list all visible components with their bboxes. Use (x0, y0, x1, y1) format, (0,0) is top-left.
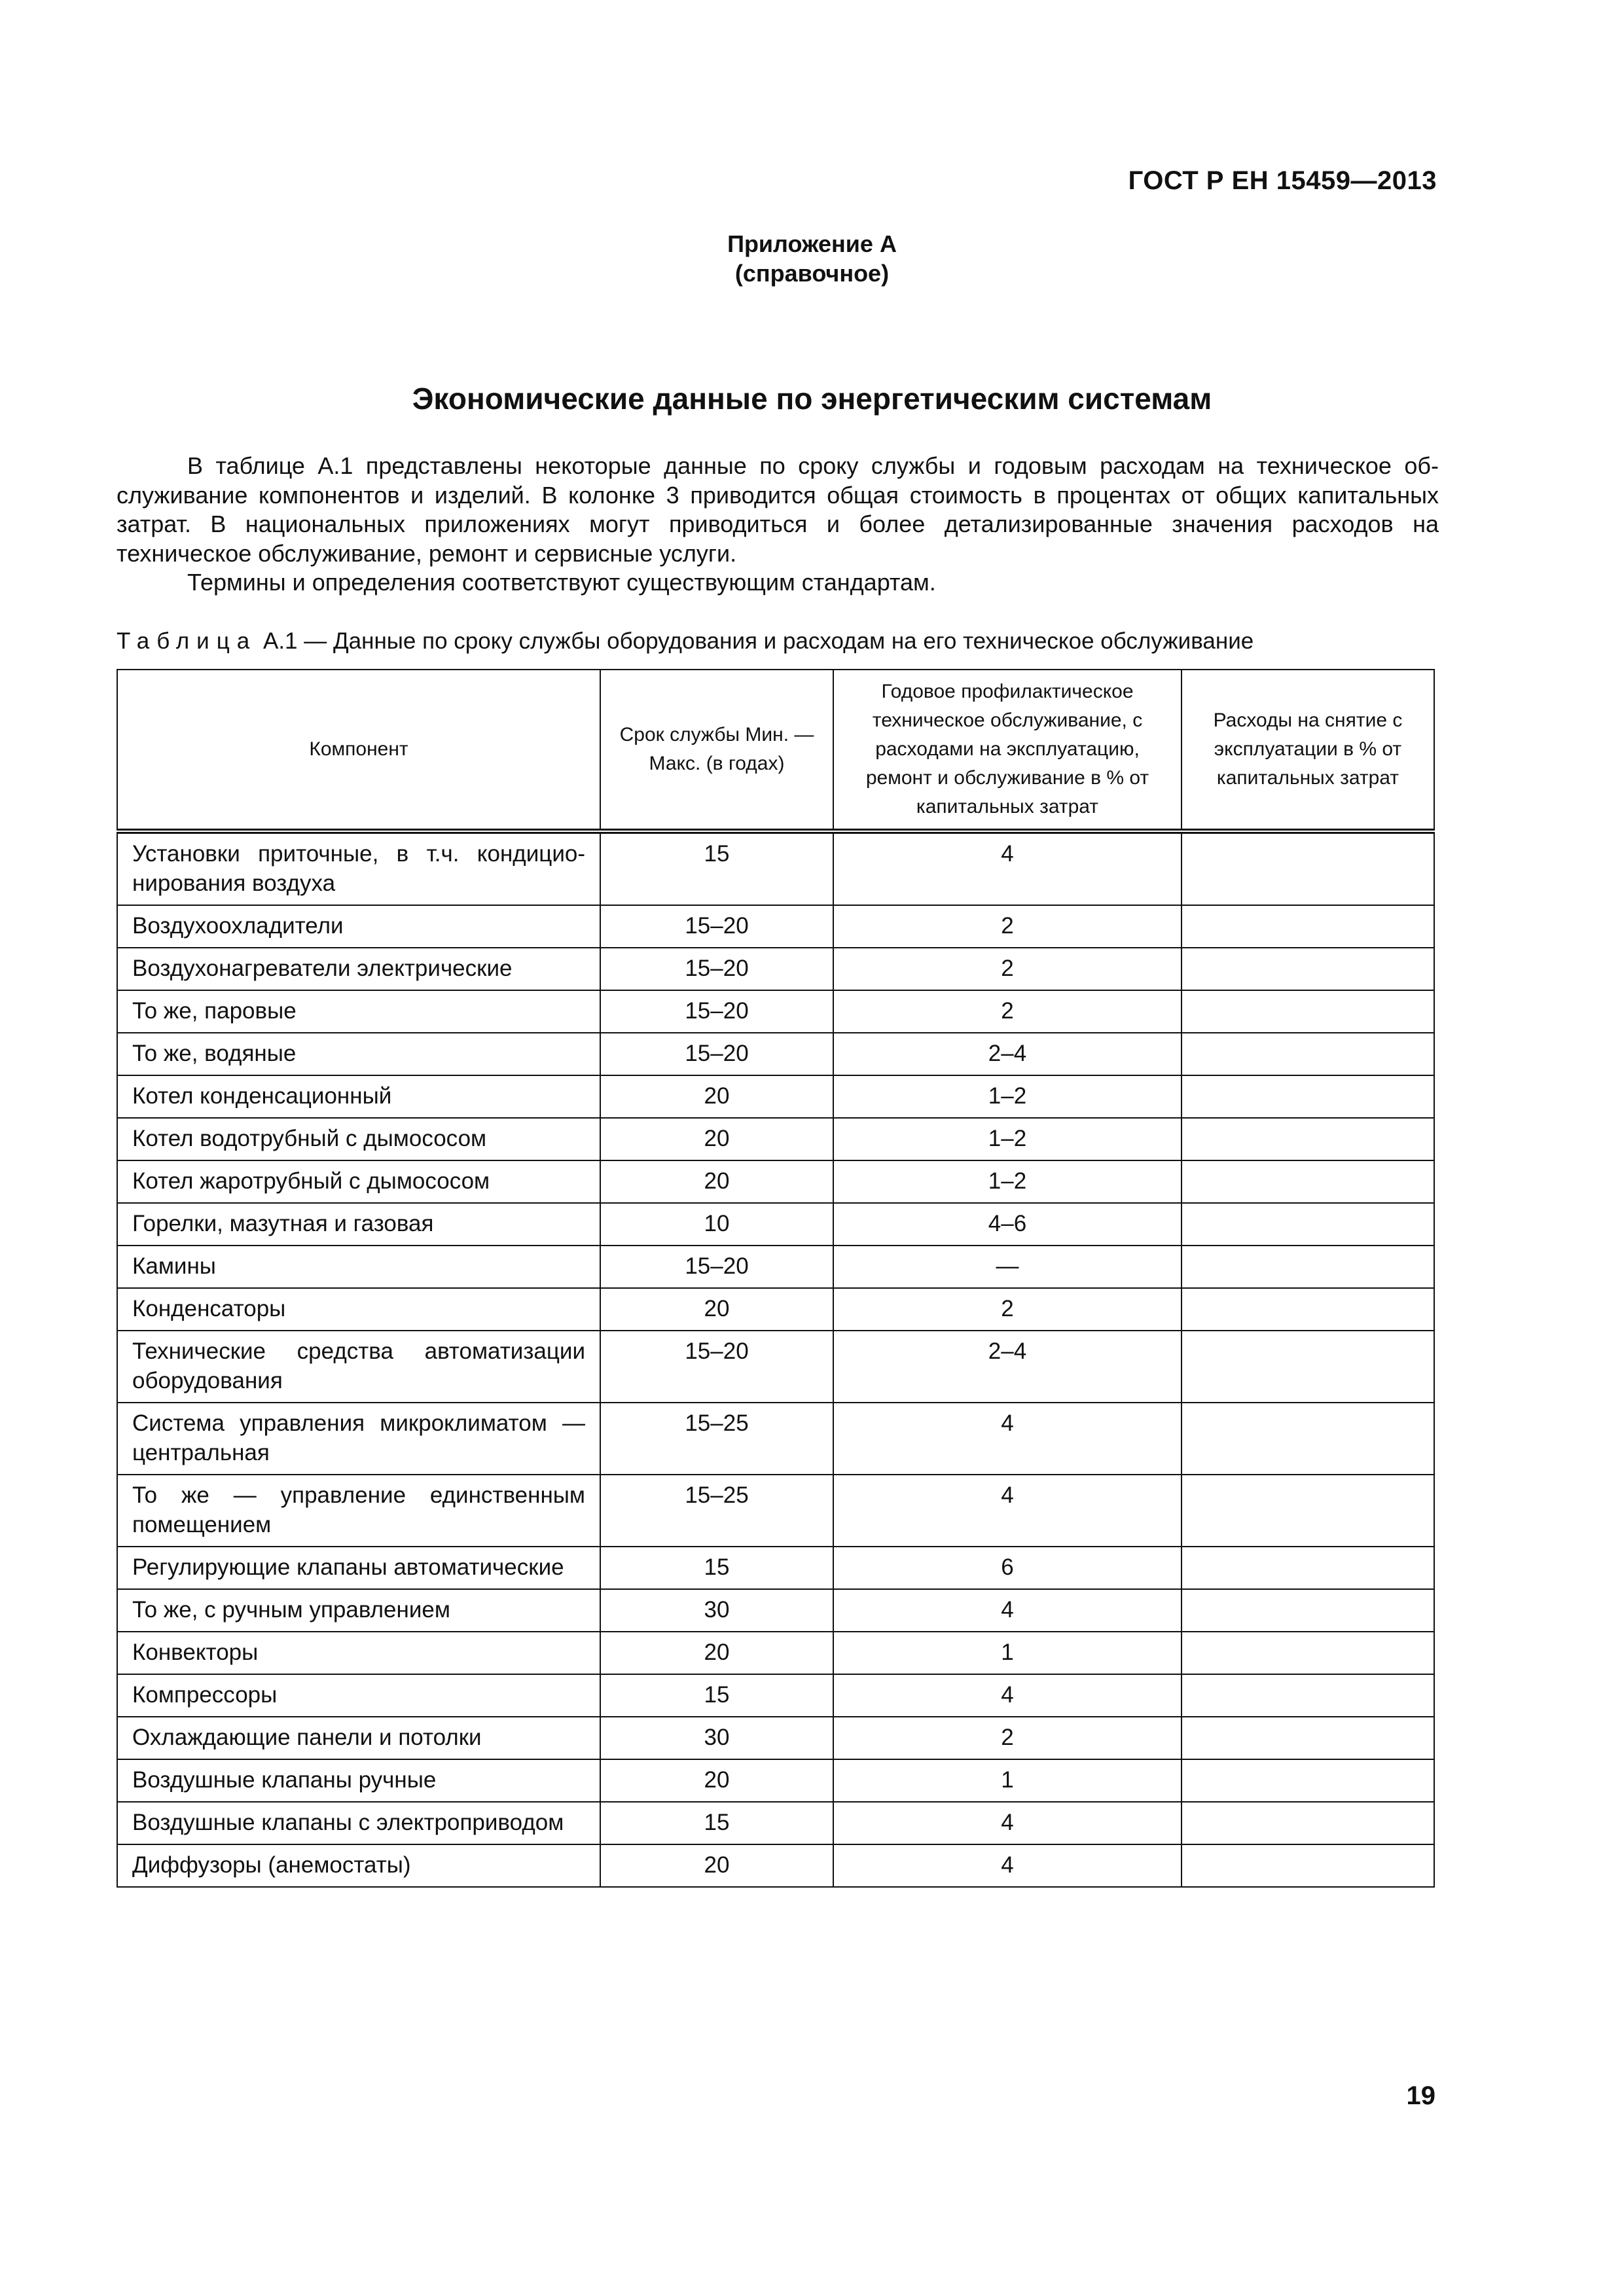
maintenance-cell: 4 (833, 1589, 1182, 1632)
decommissioning-cell (1182, 1403, 1434, 1475)
table-header-row (117, 670, 1434, 831)
component-cell: Камины (117, 1246, 600, 1288)
table-row (117, 1160, 1434, 1203)
lifetime-cell: 15–25 (600, 1475, 833, 1547)
component-cell: То же, паровые (117, 990, 600, 1033)
lifetime-cell: 20 (600, 1118, 833, 1160)
decommissioning-cell (1182, 1331, 1434, 1403)
component-cell: Конвекторы (117, 1632, 600, 1674)
component-cell: Система управления микроклиматом — центральная (117, 1403, 600, 1475)
table-row (117, 1033, 1434, 1075)
decommissioning-cell (1182, 1246, 1434, 1288)
header-maintenance: Годовое профилактическое техническое обслуживание, с расходами на эксплуатацию, ремонт и обслуживание в % от капитальных затрат (833, 670, 1182, 831)
lifetime-cell: 15–20 (600, 1331, 833, 1403)
decommissioning-cell (1182, 1589, 1434, 1632)
lifetime-cell: 15 (600, 1802, 833, 1844)
lifetime-cell: 15–20 (600, 990, 833, 1033)
component-cell: Конденсаторы (117, 1288, 600, 1331)
lifetime-table (117, 669, 1435, 1888)
lifetime-cell: 15 (600, 831, 833, 905)
lifetime-cell: 15–20 (600, 905, 833, 948)
header-component: Компонент (117, 670, 600, 831)
table-row (117, 1203, 1434, 1246)
maintenance-cell: 2 (833, 1717, 1182, 1759)
table-row (117, 1331, 1434, 1403)
maintenance-cell: 4 (833, 1674, 1182, 1717)
component-cell: Воздушные клапаны с электроприводом (117, 1802, 600, 1844)
maintenance-cell: 4 (833, 1475, 1182, 1547)
decommissioning-cell (1182, 1632, 1434, 1674)
decommissioning-cell (1182, 1759, 1434, 1802)
component-cell: То же — управление единственным помещением (117, 1475, 600, 1547)
table-row (117, 1674, 1434, 1717)
table-caption-label: Таблица (117, 628, 257, 654)
table-row (117, 1589, 1434, 1632)
component-cell: Горелки, мазутная и газовая (117, 1203, 600, 1246)
maintenance-cell: 1–2 (833, 1160, 1182, 1203)
table-caption (117, 628, 1491, 655)
decommissioning-cell (1182, 1844, 1434, 1887)
component-cell: Охлаждающие панели и потолки (117, 1717, 600, 1759)
lifetime-cell: 15–20 (600, 948, 833, 990)
table-row (117, 905, 1434, 948)
lifetime-cell: 20 (600, 1844, 833, 1887)
table-row (117, 948, 1434, 990)
table-row (117, 1802, 1434, 1844)
decommissioning-cell (1182, 990, 1434, 1033)
maintenance-cell: 4 (833, 831, 1182, 905)
decommissioning-cell (1182, 1160, 1434, 1203)
decommissioning-cell (1182, 1717, 1434, 1759)
table-row (117, 1075, 1434, 1118)
table-row (117, 1246, 1434, 1288)
intro-text (117, 452, 1439, 598)
table-row (117, 831, 1434, 905)
maintenance-cell: 2 (833, 948, 1182, 990)
maintenance-cell: 2 (833, 1288, 1182, 1331)
maintenance-cell: 2–4 (833, 1331, 1182, 1403)
maintenance-cell: 4 (833, 1802, 1182, 1844)
intro-paragraph-1: В таблице А.1 представлены некоторые данные по сроку службы и годовым расходам на техническое обслуживание компонентов и изделий. В колонке 3 приводится общая стоимость в процентах от общих капитальных затрат. В национальных приложениях могут приводиться и более детализированные значения расходов на техническое обслуживание, ремонт и сервисные услуги. (117, 452, 1439, 567)
document-code: ГОСТ Р ЕН 15459—2013 (1128, 166, 1437, 195)
decommissioning-cell (1182, 1075, 1434, 1118)
component-cell: Котел конденсационный (117, 1075, 600, 1118)
lifetime-cell: 15 (600, 1547, 833, 1589)
component-cell: Воздухоохладители (117, 905, 600, 948)
component-cell: То же, водяные (117, 1033, 600, 1075)
component-cell: Воздушные клапаны ручные (117, 1759, 600, 1802)
maintenance-cell: 4–6 (833, 1203, 1182, 1246)
component-cell: То же, с ручным управлением (117, 1589, 600, 1632)
decommissioning-cell (1182, 1674, 1434, 1717)
header-lifetime: Срок службы Мин. — Макс. (в годах) (600, 670, 833, 831)
lifetime-cell: 10 (600, 1203, 833, 1246)
table-row (117, 1717, 1434, 1759)
decommissioning-cell (1182, 1033, 1434, 1075)
lifetime-cell: 20 (600, 1632, 833, 1674)
table-caption-text: А.1 — Данные по сроку службы оборудования и расходам на его техническое обслуживание (262, 628, 1254, 654)
lifetime-cell: 15 (600, 1674, 833, 1717)
component-cell: Воздухонагреватели электрические (117, 948, 600, 990)
table-row (117, 1759, 1434, 1802)
lifetime-cell: 15–25 (600, 1403, 833, 1475)
lifetime-cell: 20 (600, 1288, 833, 1331)
maintenance-cell: 1–2 (833, 1118, 1182, 1160)
table-row (117, 1118, 1434, 1160)
decommissioning-cell (1182, 1547, 1434, 1589)
maintenance-cell: 2 (833, 905, 1182, 948)
maintenance-cell: 2 (833, 990, 1182, 1033)
lifetime-cell: 15–20 (600, 1033, 833, 1075)
appendix-title: Приложение А (727, 230, 897, 257)
lifetime-cell: 30 (600, 1589, 833, 1632)
appendix-block (0, 229, 1624, 288)
maintenance-cell: 4 (833, 1403, 1182, 1475)
intro-paragraph-2: Термины и определения соответствуют существующим стандартам. (187, 569, 936, 596)
component-cell: Установки приточные, в т.ч. кондиционирования воздуха (117, 831, 600, 905)
component-cell: Диффузоры (анемостаты) (117, 1844, 600, 1887)
decommissioning-cell (1182, 948, 1434, 990)
table-row (117, 1844, 1434, 1887)
lifetime-cell: 20 (600, 1759, 833, 1802)
component-cell: Котел жаротрубный с дымососом (117, 1160, 600, 1203)
maintenance-cell: — (833, 1246, 1182, 1288)
section-heading: Экономические данные по энергетическим системам (412, 382, 1212, 416)
decommissioning-cell (1182, 905, 1434, 948)
maintenance-cell: 1 (833, 1632, 1182, 1674)
table-row (117, 1475, 1434, 1547)
component-cell: Котел водотрубный с дымососом (117, 1118, 600, 1160)
component-cell: Технические средства автоматизации оборудования (117, 1331, 600, 1403)
lifetime-cell: 30 (600, 1717, 833, 1759)
table-row (117, 1632, 1434, 1674)
decommissioning-cell (1182, 1118, 1434, 1160)
decommissioning-cell (1182, 1802, 1434, 1844)
maintenance-cell: 1 (833, 1759, 1182, 1802)
table-row (117, 1403, 1434, 1475)
lifetime-cell: 20 (600, 1160, 833, 1203)
maintenance-cell: 2–4 (833, 1033, 1182, 1075)
decommissioning-cell (1182, 1475, 1434, 1547)
maintenance-cell: 1–2 (833, 1075, 1182, 1118)
page-number: 19 (1406, 2081, 1435, 2110)
decommissioning-cell (1182, 831, 1434, 905)
appendix-subtitle: (справочное) (734, 260, 890, 287)
component-cell: Регулирующие клапаны автоматические (117, 1547, 600, 1589)
table-row (117, 990, 1434, 1033)
table-row (117, 1547, 1434, 1589)
lifetime-cell: 20 (600, 1075, 833, 1118)
table-body (117, 831, 1434, 1887)
component-cell: Компрессоры (117, 1674, 600, 1717)
header-decommissioning: Расходы на снятие с эксплуатации в % от капитальных затрат (1182, 670, 1434, 831)
decommissioning-cell (1182, 1288, 1434, 1331)
maintenance-cell: 6 (833, 1547, 1182, 1589)
table-row (117, 1288, 1434, 1331)
decommissioning-cell (1182, 1203, 1434, 1246)
lifetime-cell: 15–20 (600, 1246, 833, 1288)
maintenance-cell: 4 (833, 1844, 1182, 1887)
